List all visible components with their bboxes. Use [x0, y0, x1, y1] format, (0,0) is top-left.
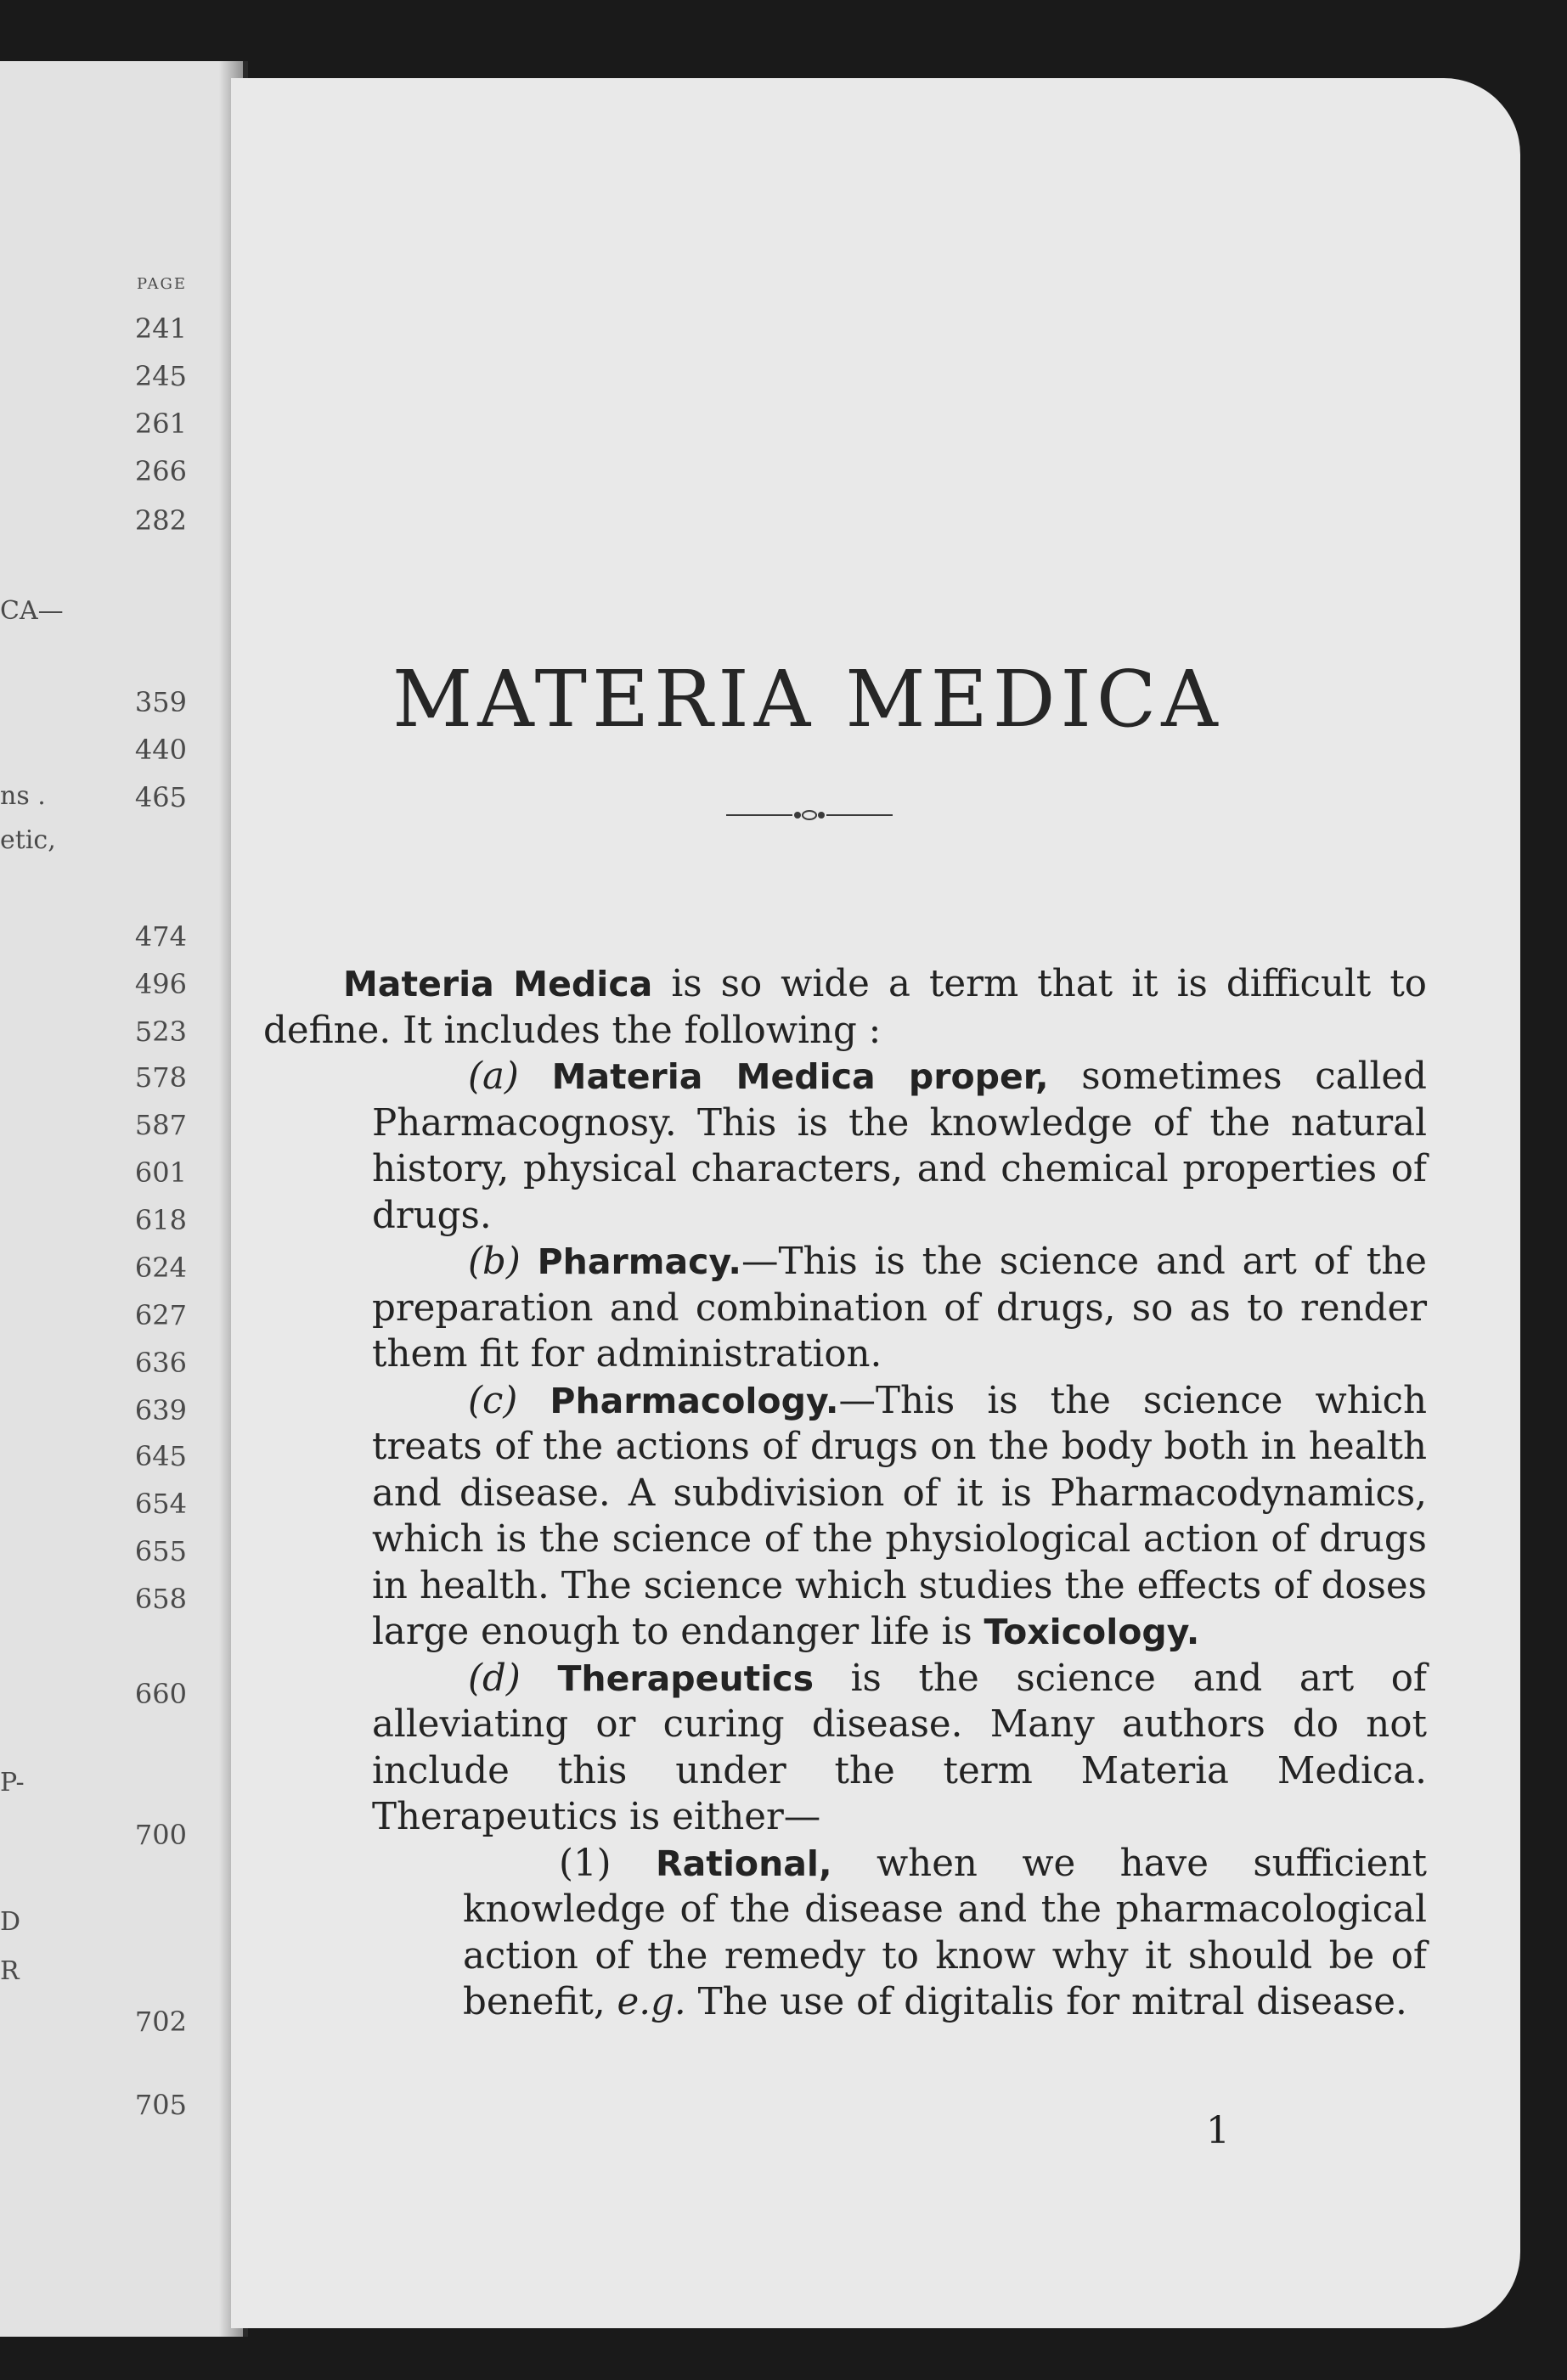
- item-c: [372, 1378, 1427, 1656]
- body-text: [263, 961, 1427, 2026]
- toc-entry-label: etic,: [0, 825, 56, 855]
- subitem-1: [463, 1841, 1427, 2026]
- toc-page-number: 465: [134, 781, 187, 813]
- term-pharmacy: Pharmacy.: [537, 1241, 741, 1282]
- eg-abbrev: e.g.: [617, 1981, 686, 2023]
- item-marker: (b): [468, 1241, 521, 1283]
- subitem-text-continued: The use of digitalis for mitral disease.: [685, 1981, 1407, 2023]
- toc-page-number: 266: [134, 455, 187, 487]
- toc-page-number: 578: [134, 1061, 187, 1094]
- book-page: [231, 78, 1520, 2328]
- toc-page-number: 700: [134, 1819, 187, 1851]
- toc-page-number: 627: [134, 1299, 187, 1331]
- toc-page-number: 624: [134, 1252, 187, 1284]
- toc-page-number: 618: [134, 1204, 187, 1236]
- toc-page-number: 660: [134, 1678, 187, 1710]
- toc-page-number: 282: [134, 504, 187, 537]
- toc-entry-label: ns .: [0, 781, 46, 811]
- toc-section-label: CA—: [0, 596, 64, 626]
- toc-entry-label: R: [0, 1956, 20, 1986]
- toc-page-number: 655: [134, 1535, 187, 1567]
- chapter-title: MATERIA MEDICA: [392, 654, 1223, 745]
- intro-text: is so wide a term that it is difficult to define. It includes the following :: [263, 963, 1427, 1052]
- item-text: —This is the science and art of the preparation and combination of drugs, so as to render them fit for administration.: [372, 1241, 1428, 1376]
- toc-entry-label: P-: [0, 1768, 25, 1798]
- item-text: is the science and art of alleviating or curing disease. Many authors do not include this under the term Materia Medica. Therapeutics is either—: [372, 1657, 1428, 1838]
- toc-page-number: 645: [134, 1440, 187, 1472]
- item-marker: (c): [468, 1379, 518, 1422]
- toc-page-number: 705: [134, 2089, 187, 2121]
- toc-page-number: 601: [134, 1156, 187, 1189]
- toc-page-number: 261: [134, 408, 187, 440]
- item-marker: (d): [468, 1657, 521, 1700]
- item-b: [372, 1239, 1427, 1378]
- toc-page-number: 702: [134, 2006, 187, 2038]
- toc-page-number: 636: [134, 1347, 187, 1379]
- term-materia-medica: Materia Medica: [343, 964, 653, 1004]
- term-rational: Rational,: [656, 1843, 832, 1884]
- page-number: 1: [1206, 2109, 1230, 2152]
- subitem-text: when we have sufficient knowledge of the disease and the pharmacological action of the remedy to know why it should be of benefit,: [463, 1842, 1427, 2023]
- item-text: —This is the science which treats of the actions of drugs on the body both in health and disease. A subdivision of it is Pharmacodynamics, which is the science of the physiological action of drugs in health. The science which studies the effects of doses large enough to endanger life is: [372, 1379, 1428, 1653]
- term-toxicology: Toxicology.: [984, 1612, 1200, 1652]
- toc-entry-label: D: [0, 1907, 21, 1937]
- toc-page-number: 658: [134, 1583, 187, 1615]
- toc-page-number: 241: [134, 312, 187, 345]
- toc-page-number: 474: [134, 920, 187, 953]
- intro-paragraph: [263, 961, 1427, 1054]
- item-d: [372, 1656, 1427, 1841]
- toc-page-number: 359: [134, 686, 187, 718]
- toc-page-number: 587: [134, 1109, 187, 1141]
- toc-page-number: 639: [134, 1394, 187, 1426]
- page-column-header: PAGE: [137, 275, 187, 293]
- term-therapeutics: Therapeutics: [557, 1657, 814, 1699]
- toc-page-number: 523: [134, 1016, 187, 1048]
- toc-page-number: 496: [134, 968, 187, 1000]
- toc-page-number: 440: [134, 734, 187, 766]
- item-a: [372, 1054, 1427, 1239]
- term-pharmacology: Pharmacology.: [550, 1380, 839, 1421]
- term-materia-medica-proper: Materia Medica proper,: [551, 1056, 1049, 1097]
- toc-page-number: 654: [134, 1488, 187, 1520]
- subitem-marker: (1): [559, 1842, 612, 1885]
- item-text: sometimes called Pharmacognosy. This is the knowledge of the natural history, physical characters, and chemical properties of drugs.: [372, 1055, 1427, 1237]
- title-ornament: [726, 805, 893, 825]
- left-page-fragment: [0, 61, 248, 2337]
- item-marker: (a): [468, 1055, 519, 1098]
- toc-page-number: 245: [134, 360, 187, 392]
